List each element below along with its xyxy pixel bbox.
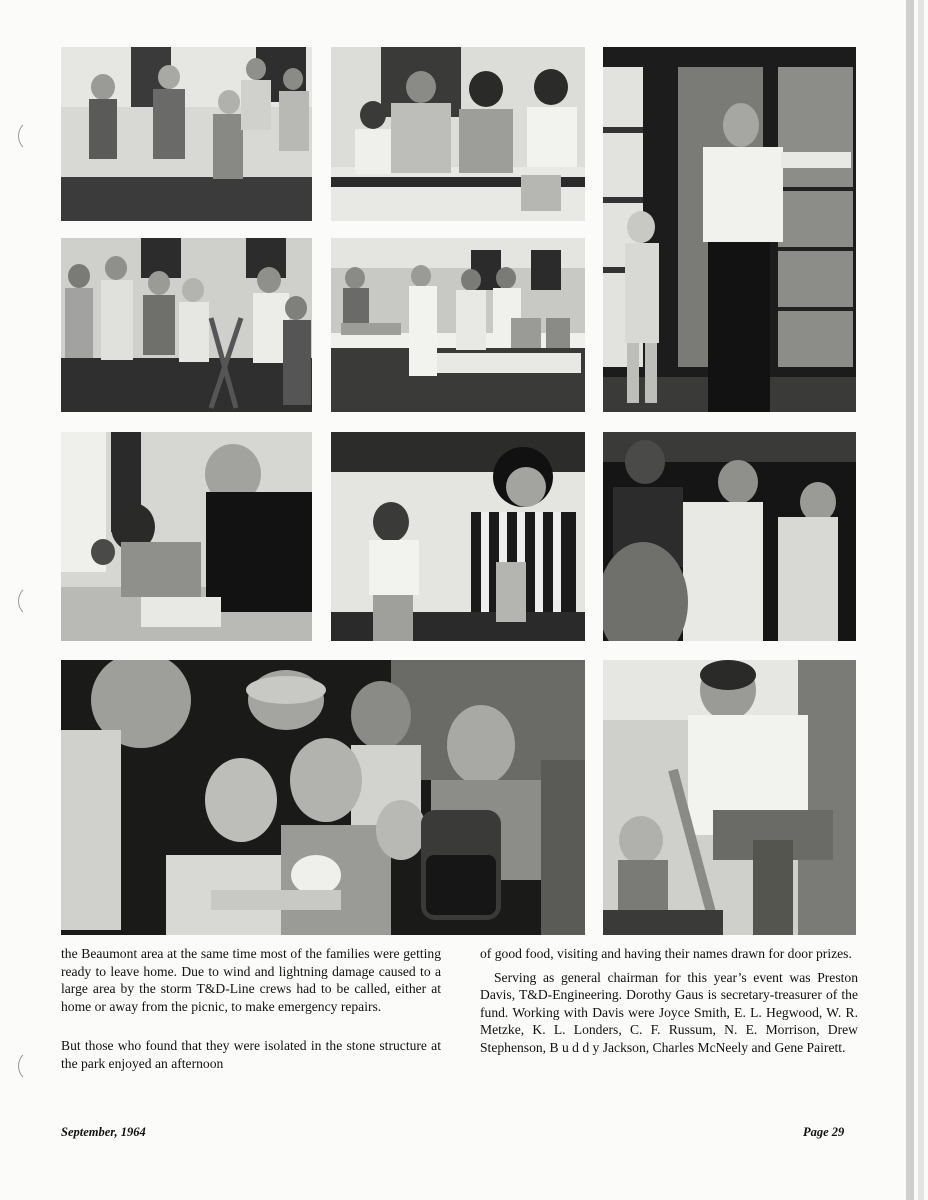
page-edge-binding-shadow (918, 0, 924, 1200)
punch-hole-middle (18, 585, 49, 617)
photo-woman-and-man-at-table (61, 432, 312, 641)
article-right-paragraph-2: Serving as general chairman for this year’s event was Preston Davis, T&D-Engineering. Dorothy Gaus is secretary-treasurer of the fund. Working with Davis were Joyce Smith, E. L. Hegwood, W. R. Metzke, K. L. Londers, C. F. Russum, N. E. Morrison, Drew Stephenson, B u d d y Jackson, Charles McNeely and Gene Pairett. (480, 969, 858, 1055)
photo-crowd-in-pavilion (61, 238, 312, 412)
punch-hole-top (18, 120, 49, 152)
photo-three-men-standing (603, 432, 856, 641)
page-edge-binding (906, 0, 914, 1200)
photo-children-with-snow-cone (61, 660, 585, 935)
photo-serving-food-tables (331, 238, 585, 412)
article-right-paragraph-1: of good food, visiting and having their names drawn for door prizes. (480, 946, 852, 961)
article-left-paragraph-1: the Beaumont area at the same time most of the families were getting ready to leave home. Due to wind and lightning damage caused to a large area by the storm T&D-Line crews had to be called, either at home or away from the picnic, to make emergency repairs. (61, 946, 441, 1014)
photo-man-with-toddler (603, 660, 856, 935)
footer-date: September, 1964 (61, 1125, 146, 1139)
article-left-paragraph-2: But those who found that they were isolated in the stone structure at the park enjoyed an afternoon (61, 1038, 441, 1071)
photo-man-eating-at-doorway (603, 47, 856, 412)
footer-page-number: Page 29 (803, 1125, 845, 1139)
photo-family-at-picnic-table (331, 47, 585, 221)
photo-toddler-and-woman-striped-shirt (331, 432, 585, 641)
article-column-left (61, 945, 441, 1073)
photo-kids-dancing-on-porch (61, 47, 312, 221)
punch-hole-bottom (18, 1050, 49, 1082)
article-column-right (480, 945, 858, 1057)
